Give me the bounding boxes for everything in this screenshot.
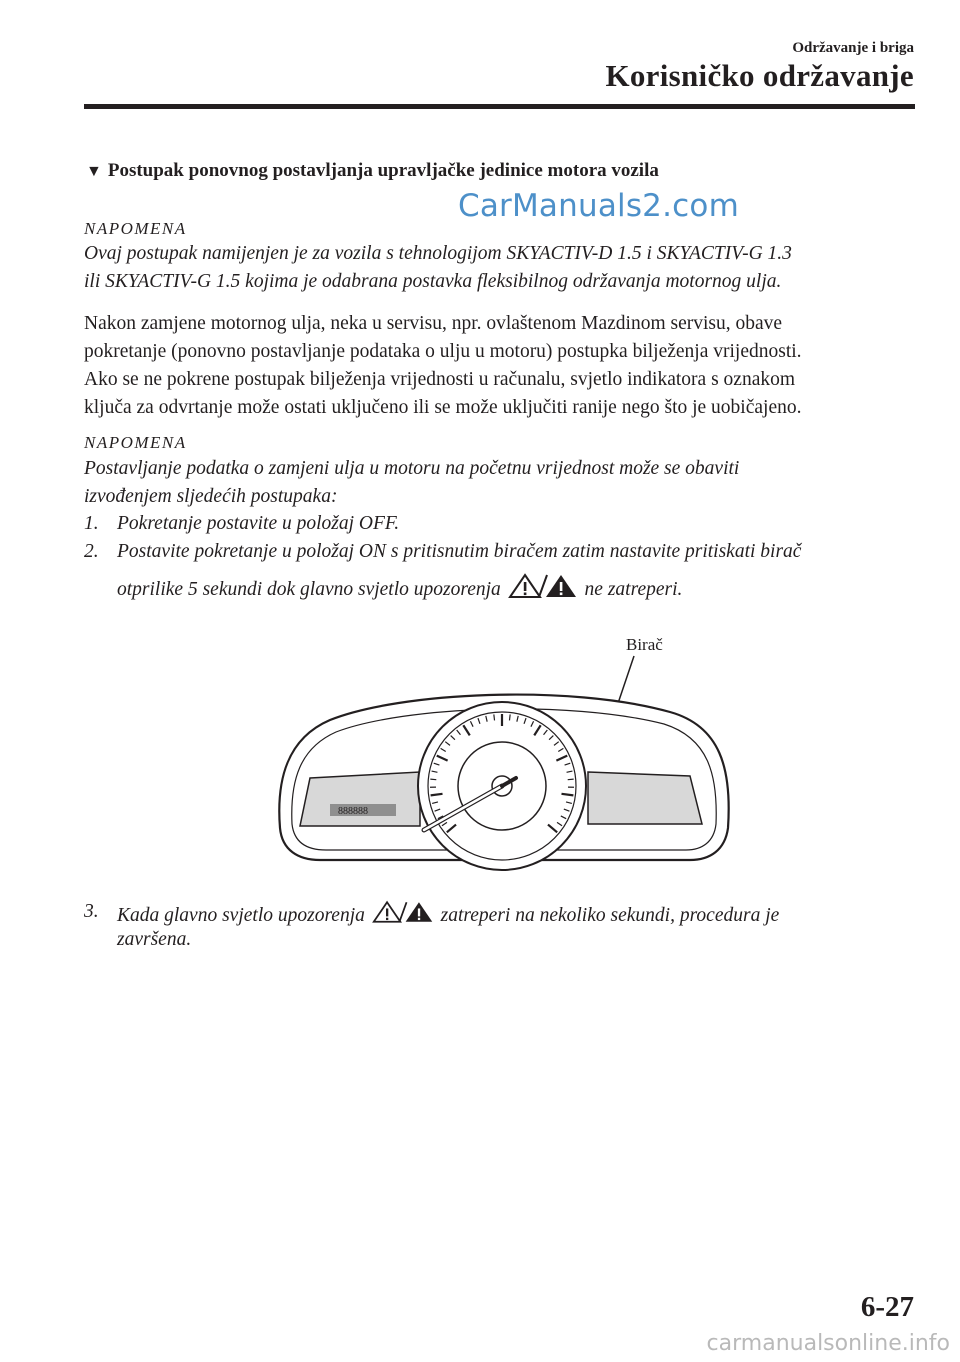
step-text: ne zatreperi. — [584, 579, 683, 600]
speedometer-tick — [430, 779, 436, 780]
site-watermark: carmanualsonline.info — [706, 1331, 950, 1356]
warning-icon-pair — [508, 573, 578, 605]
speedometer-tick — [431, 794, 443, 796]
step-number: 2. — [84, 541, 99, 562]
watermark: CarManuals2.com — [458, 188, 739, 224]
step-continuation — [117, 899, 779, 931]
header-rule — [84, 104, 915, 109]
step-text: Kada glavno svjetlo upozorenja — [117, 905, 365, 926]
note-line: Ovaj postupak namijenjen je za vozila s tehnologijom SKYACTIV-D 1.5 i SKYACTIV-G 1.3 — [84, 243, 792, 264]
body-line: pokretanje (ponovno postavljanje podataka o ulju u motoru) postupka bilježenja vrijednosti. — [84, 341, 802, 362]
step-continuation — [117, 573, 682, 605]
right-display — [588, 772, 702, 824]
page-number: 6-27 — [860, 1291, 914, 1323]
chapter-title: Korisničko održavanje — [605, 58, 914, 93]
left-display — [300, 772, 420, 826]
heading-text: Postupak ponovnog postavljanja upravljačke jedinice motora vozila — [107, 160, 659, 181]
note-label: NAPOMENA — [84, 219, 187, 238]
note-label: NAPOMENA — [84, 433, 187, 452]
instrument-cluster-figure — [270, 628, 740, 874]
speedometer-tick — [509, 714, 510, 720]
warning-triangle-icon — [510, 575, 540, 597]
step-text: završena. — [117, 929, 192, 950]
speedometer-tick — [568, 779, 574, 780]
warning-triangle-filled-icon — [546, 575, 576, 597]
section-title: Održavanje i briga — [792, 40, 914, 56]
body-line: Nakon zamjene motornog ulja, neka u servisu, npr. ovlaštenom Mazdinom servisu, obave — [84, 313, 783, 334]
note-line: ili SKYACTIV-G 1.5 kojima je odabrana postavka fleksibilnog održavanja motornog ulja. — [84, 271, 782, 292]
step-text: zatreperi na nekoliko sekundi, procedura je — [440, 905, 780, 926]
speedometer-tick — [494, 714, 495, 720]
body-line: ključa za odvrtanje može ostati uključeno ili se može uključiti ranije nego što je uobičajeno. — [84, 397, 802, 418]
step-text: Pokretanje postavite u položaj OFF. — [117, 513, 400, 534]
figure-callout: Birač — [626, 635, 663, 654]
section-heading — [86, 160, 659, 182]
note-line: Postavljanje podatka o zamjeni ulja u motoru na početnu vrijednost može se obaviti — [84, 458, 740, 479]
odometer-readout: 888888 — [338, 806, 368, 817]
speedometer-tick — [561, 794, 573, 796]
warning-icon-pair — [372, 899, 434, 931]
heading-marker: ▼ — [86, 163, 102, 180]
step-number: 3. — [84, 901, 99, 922]
step-text: Postavite pokretanje u položaj ON s pritisnutim biračem zatim nastavite pritiskati birač — [117, 541, 802, 562]
note-line: izvođenjem sljedećih postupaka: — [84, 486, 338, 507]
step-number: 1. — [84, 513, 99, 534]
step-text: otprilike 5 sekundi dok glavno svjetlo upozorenja — [117, 579, 501, 600]
body-line: Ako se ne pokrene postupak bilježenja vrijednosti u računalu, svjetlo indikatora s oznakom — [84, 369, 796, 390]
